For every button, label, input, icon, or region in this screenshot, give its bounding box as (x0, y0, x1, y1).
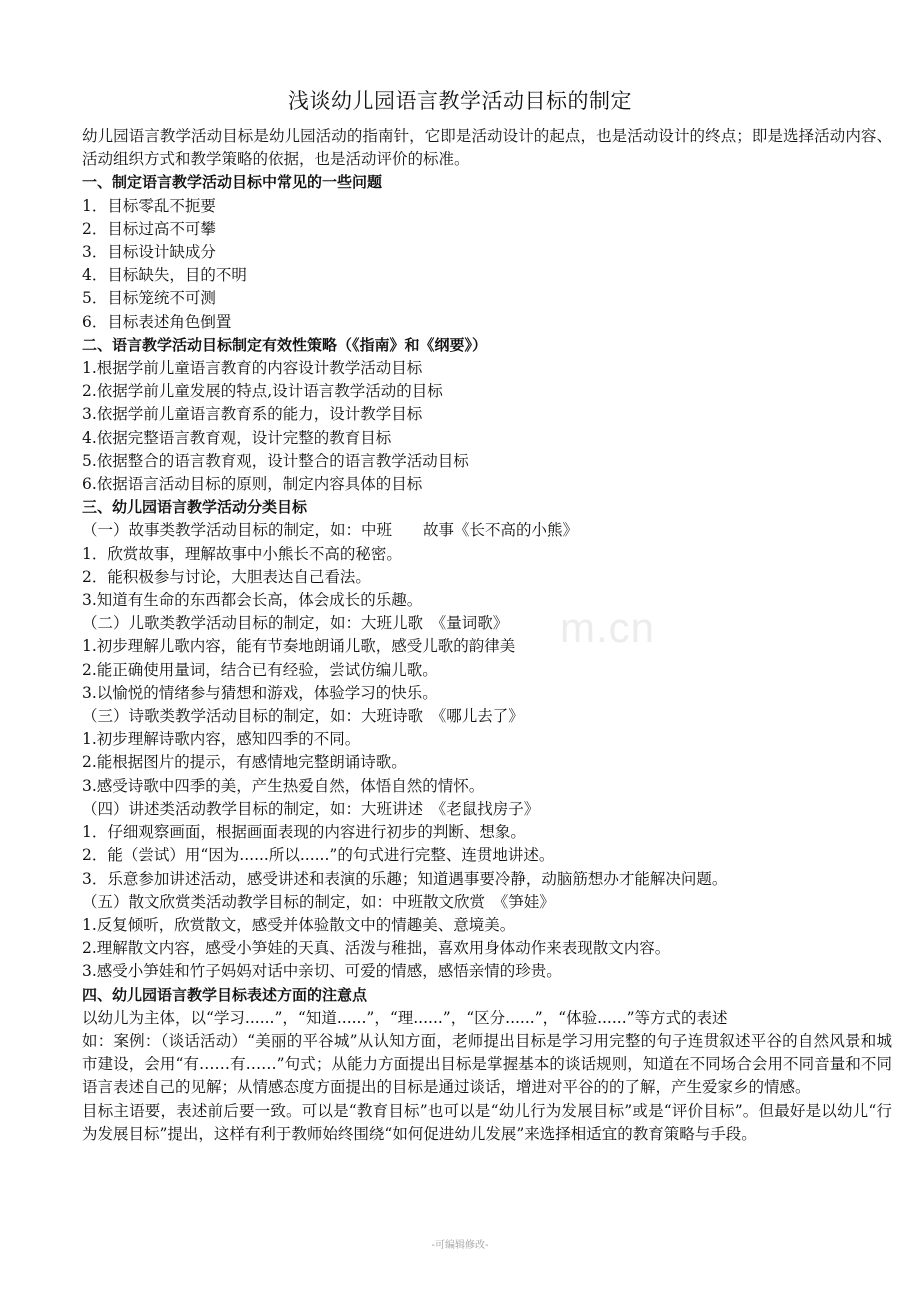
list-item: 2．目标过高不可攀 (82, 219, 216, 238)
section-2-heading: 二、语言教学活动目标制定有效性策略（《指南》和《纲要》） (82, 335, 488, 354)
list-item: 3.感受小笋娃和竹子妈妈对话中亲切、可爱的情感，感悟亲情的珍贵。 (82, 962, 562, 981)
list-item: 6.依据语言活动目标的原则，制定内容具体的目标 (82, 475, 423, 494)
intro-paragraph: 幼儿园语言教学活动目标是幼儿园活动的指南针，它即是活动设计的起点，也是活动设计的终点；即是选择活动内容、活动组织方式和教学策略的依据，也是活动评价的标准。 (82, 127, 892, 169)
list-item: 2．能积极参与讨论，大胆表达自己看法。 (82, 567, 371, 586)
list-item: 2.依据学前儿童发展的特点,设计语言教学活动的目标 (82, 382, 443, 401)
list-item: 3.以愉悦的情绪参与猜想和游戏，体验学习的快乐。 (82, 683, 438, 702)
list-item: 1.初步理解儿歌内容，能有节奏地朗诵儿歌，感受儿歌的韵律美 (82, 637, 516, 656)
list-item: 1．仔细观察画面，根据画面表现的内容进行初步的判断、想象。 (82, 823, 526, 842)
list-item: 3.感受诗歌中四季的美，产生热爱自然，体悟自然的情怀。 (82, 776, 485, 795)
section-4-heading: 四、幼儿园语言教学目标表述方面的注意点 (82, 985, 368, 1004)
list-item: 5.依据整合的语言教育观，设计整合的语言教学活动目标 (82, 451, 469, 470)
subsection-title-poem: （三）诗歌类教学活动目标的制定，如：大班诗歌 《哪儿去了》 (82, 707, 524, 726)
list-item: 2.理解散文内容，感受小笋娃的天真、活泼与稚拙，喜欢用身体动作来表现散文内容。 (82, 939, 671, 958)
list-item: 2．能（尝试）用“因为......所以......”的句式进行完整、连贯地讲述。 (82, 846, 555, 865)
list-item: 6．目标表述角色倒置 (82, 312, 232, 331)
list-item: 3．目标设计缺成分 (82, 243, 216, 262)
document-body (44, 125, 892, 1146)
list-item: 1.反复倾听，欣赏散文，感受并体验散文中的情趣美、意境美。 (82, 915, 516, 934)
page-footer: -可编辑修改- (431, 1240, 489, 1251)
list-item: 5．目标笼统不可测 (82, 289, 216, 308)
list-item: 3．乐意参加讲述活动，感受讲述和表演的乐趣；知道遇事要冷静，动脑筋想办才能解决问题。 (82, 869, 728, 888)
list-item: 1.根据学前儿童语言教育的内容设计教学活动目标 (82, 359, 423, 378)
section-1-heading: 一、制定语言教学活动目标中常见的一些问题 (82, 173, 383, 192)
subsection-title-narration: （四）讲述类活动教学目标的制定，如：大班讲述 《老鼠找房子》 (82, 799, 540, 818)
watermark: m.cn (560, 604, 656, 651)
subsection-title-prose: （五）散文欣赏类活动教学目标的制定，如：中班散文欣赏 《笋娃》 (82, 892, 555, 911)
list-item: 2.能正确使用量词，结合已有经验，尝试仿编儿歌。 (82, 660, 438, 679)
subsection-title-story: （一）故事类教学活动目标的制定，如：中班 故事《长不高的小熊》 (82, 521, 579, 540)
section-4-paragraph-1: 以幼儿为主体，以“学习......”，“知道......”，“理......”，“区分......”，“体验......”等方式的表述 (82, 1008, 728, 1027)
document-title: 浅谈幼儿园语言教学活动目标的制定 (288, 89, 632, 113)
list-item: 2.能根据图片的提示，有感情地完整朗诵诗歌。 (82, 753, 407, 772)
list-item: 1.初步理解诗歌内容，感知四季的不同。 (82, 730, 361, 749)
section-4-paragraph-2: 如：案例：（谈话活动）“美丽的平谷城”从认知方面，老师提出目标是学习用完整的句子连贯叙述平谷的自然风景和城市建设，会用“有……有……”句式；从能力方面提出目标是掌握基本的谈话规则，知道在不同场合会用不同音量和不同语言表述自己的见解；从情感态度方面提出的目标是通过谈话，增进对平谷的的了解，产生爱家乡的情感。 (82, 1031, 892, 1097)
list-item: 3.依据学前儿童语言教育系的能力，设计教学目标 (82, 405, 423, 424)
list-item: 1．目标零乱不扼要 (82, 196, 216, 215)
list-item: 1．欣赏故事，理解故事中小熊长不高的秘密。 (82, 544, 402, 563)
section-3-heading: 三、幼儿园语言教学活动分类目标 (82, 498, 308, 517)
list-item: 3.知道有生命的东西都会长高，体会成长的乐趣。 (82, 591, 423, 610)
section-4-paragraph-3: 目标主语要，表述前后要一致。可以是“教育目标”也可以是“幼儿行为发展目标”或是“评价目标”。但最好是以幼儿“行为发展目标”提出，这样有利于教师始终围绕“如何促进幼儿发展”来选择相适宜的教育策略与手段。 (82, 1101, 892, 1143)
list-item: 4.依据完整语言教育观，设计完整的教育目标 (82, 428, 392, 447)
subsection-title-nursery-rhyme: （二）儿歌类教学活动目标的制定，如：大班儿歌 《量词歌》 (82, 614, 509, 633)
list-item: 4．目标缺失，目的不明 (82, 266, 247, 285)
